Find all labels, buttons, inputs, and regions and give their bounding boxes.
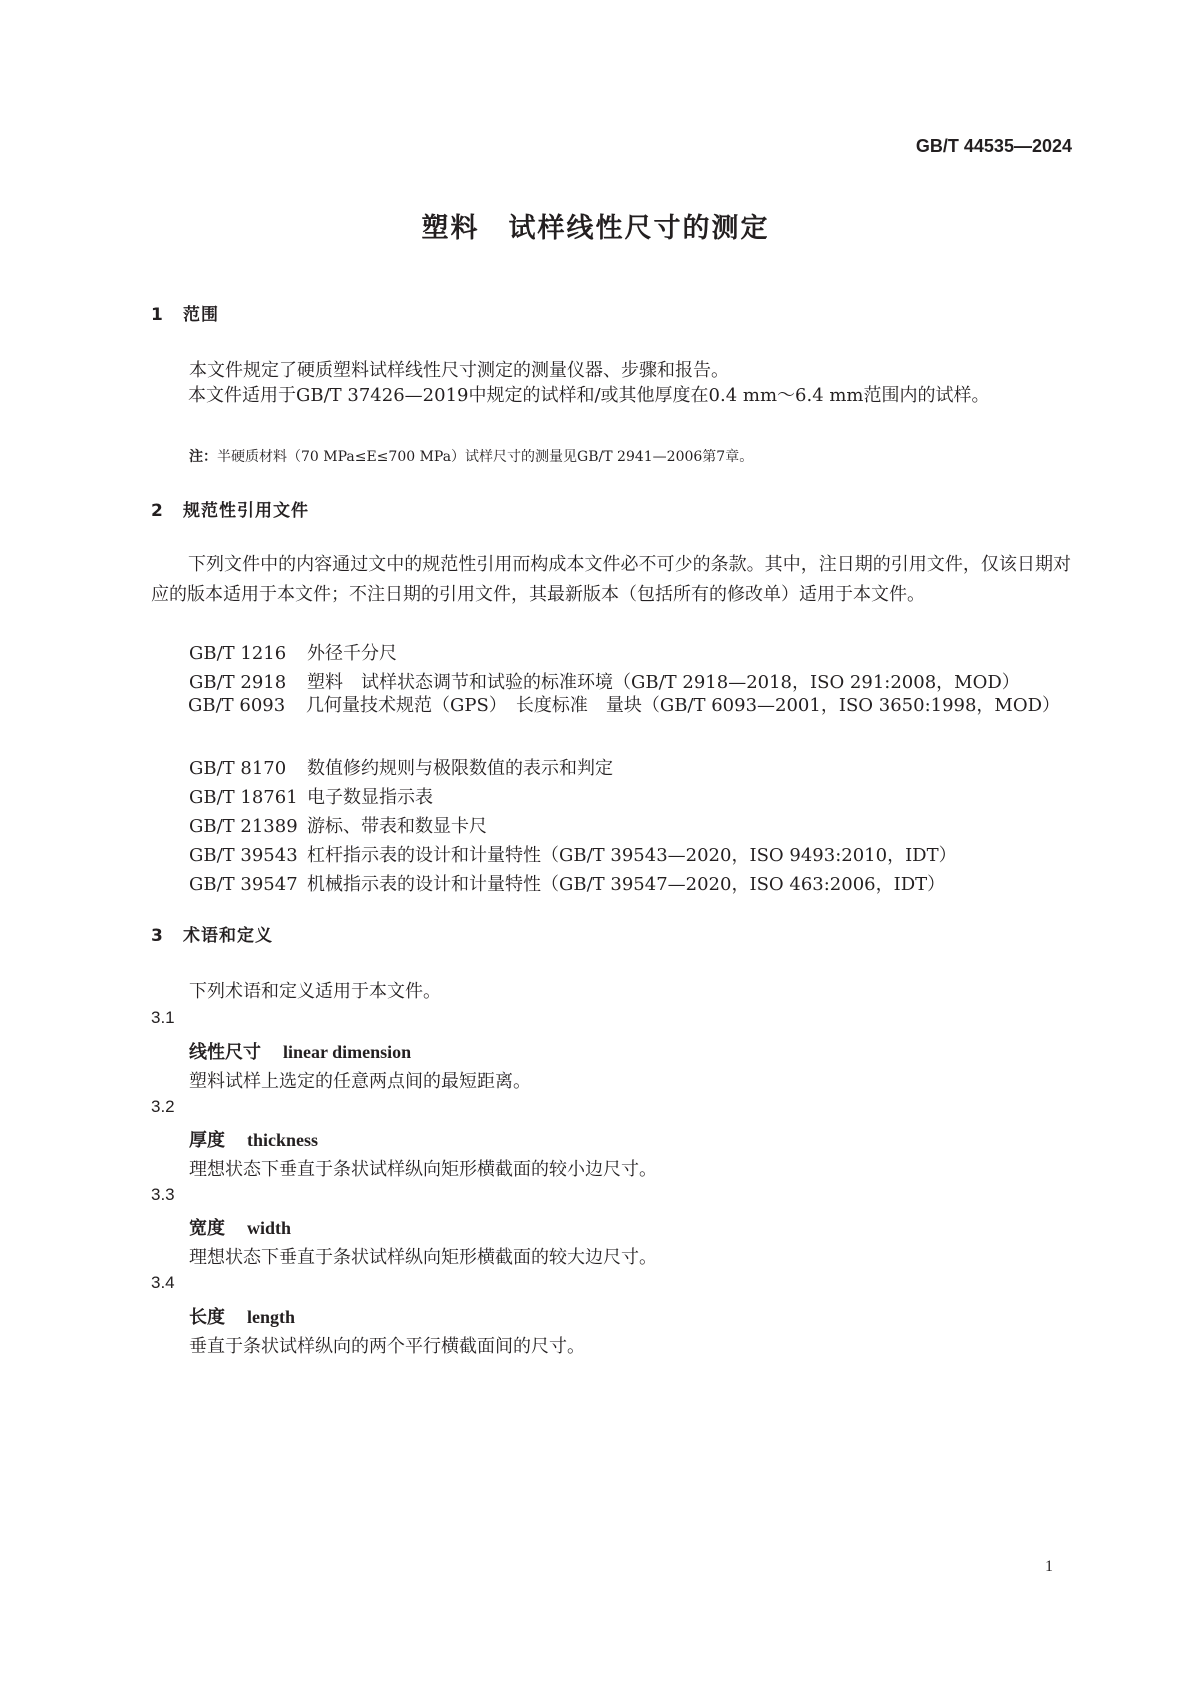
note-label: 注：: [189, 449, 217, 465]
section-3-heading: [151, 921, 273, 946]
reference-code: GB/T 21389: [189, 816, 298, 837]
term-name-zh: 线性尺寸: [189, 1042, 261, 1063]
term-number: 3.4: [151, 1273, 175, 1292]
reference-code: GB/T 1216: [189, 643, 287, 664]
reference-code: GB/T 2918: [189, 672, 287, 693]
reference-code: GB/T 39543: [189, 845, 298, 866]
scope-paragraph-1: 本文件规定了硬质塑料试样线性尺寸测定的测量仪器、步骤和报告。: [189, 360, 729, 381]
reference-title: 数值修约规则与极限数值的表示和判定: [307, 758, 613, 779]
term-name-en: linear dimension: [283, 1042, 412, 1062]
terms-intro: 下列术语和定义适用于本文件。: [189, 981, 441, 1002]
term-definition: 塑料试样上选定的任意两点间的最短距离。: [189, 1071, 531, 1092]
section-number: 2: [151, 501, 164, 521]
section-title: 规范性引用文件: [183, 501, 309, 521]
reference-title: 外径千分尺: [307, 643, 397, 664]
reference-title: 塑料 试样状态调节和试验的标准环境（GB/T 2918—2018，ISO 291:2008，MOD）: [307, 672, 1020, 693]
reference-title: 杠杆指示表的设计和计量特性（GB/T 39543—2020，ISO 9493:2010，IDT）: [307, 845, 957, 866]
document-title: 塑料 试样线性尺寸的测定: [421, 213, 770, 244]
term-name-en: width: [247, 1218, 292, 1238]
reference-item: [189, 870, 945, 896]
term-definition: 理想状态下垂直于条状试样纵向矩形横截面的较大边尺寸。: [189, 1247, 657, 1268]
reference-code: GB/T 18761: [189, 787, 298, 808]
term-definition: 理想状态下垂直于条状试样纵向矩形横截面的较小边尺寸。: [189, 1159, 657, 1180]
term-name: [189, 1126, 318, 1152]
reference-item: [151, 691, 1071, 721]
page-number: 1: [1045, 1558, 1053, 1575]
reference-code: GB/T 39547: [189, 874, 298, 895]
section-title: 术语和定义: [183, 926, 273, 946]
reference-title: 游标、带表和数显卡尺: [307, 816, 487, 837]
section-number: 3: [151, 926, 164, 946]
term-name: [189, 1303, 295, 1329]
term-name-zh: 长度: [189, 1307, 225, 1328]
term-name-zh: 厚度: [189, 1130, 225, 1151]
section-number: 1: [151, 305, 164, 325]
reference-item: [189, 754, 613, 780]
references-intro: 下列文件中的内容通过文中的规范性引用而构成本文件必不可少的条款。其中，注日期的引用文件，仅该日期对应的版本适用于本文件；不注日期的引用文件，其最新版本（包括所有的修改单）适用于本文件。: [151, 554, 1071, 605]
note-text: 半硬质材料（70 MPa≤E≤700 MPa）试样尺寸的测量见GB/T 2941—2006第7章。: [217, 449, 754, 465]
term-name: [189, 1214, 291, 1240]
term-number: 3.3: [151, 1185, 175, 1204]
section-title: 范围: [183, 305, 219, 325]
scope-paragraph-2: 本文件适用于GB/T 37426—2019中规定的试样和/或其他厚度在0.4 mm～6.4 mm范围内的试样。: [188, 385, 990, 406]
reference-title: 电子数显指示表: [307, 787, 433, 808]
reference-item: [189, 639, 397, 665]
scope-note: [189, 446, 753, 466]
term-name-zh: 宽度: [189, 1218, 225, 1239]
reference-item: [189, 812, 487, 838]
term-name-en: thickness: [247, 1130, 319, 1150]
term-name: [189, 1038, 411, 1064]
reference-code: GB/T 6093: [188, 695, 286, 716]
reference-title: 机械指示表的设计和计量特性（GB/T 39547—2020，ISO 463:2006，IDT）: [307, 874, 946, 895]
reference-item: [189, 783, 433, 809]
term-number: 3.1: [151, 1008, 175, 1027]
reference-title: 几何量技术规范（GPS） 长度标准 量块（GB/T 6093—2001，ISO 3650:1998，MOD）: [306, 695, 1061, 716]
reference-item: [189, 841, 957, 867]
term-definition: 垂直于条状试样纵向的两个平行横截面间的尺寸。: [189, 1336, 585, 1357]
reference-code: GB/T 8170: [189, 758, 287, 779]
term-number: 3.2: [151, 1097, 175, 1116]
standard-number: GB/T 44535—2024: [915, 136, 1072, 156]
section-2-heading: [151, 496, 309, 521]
term-name-en: length: [247, 1307, 296, 1327]
section-1-heading: [151, 300, 219, 325]
